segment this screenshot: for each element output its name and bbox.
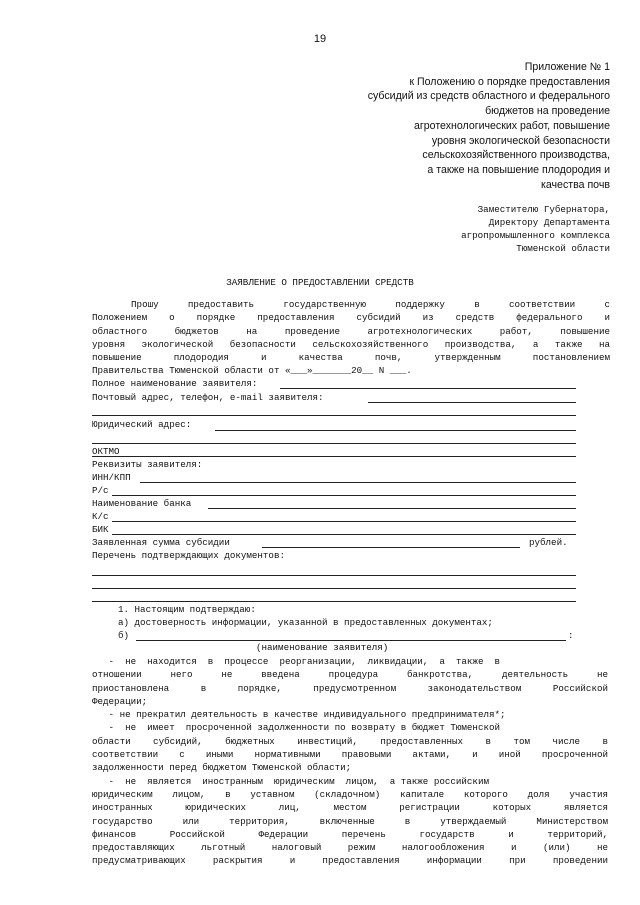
appendix-line: агротехнологических работ, повышение	[414, 119, 610, 132]
addressee-line: Директору Департамента	[488, 217, 610, 229]
conditions-line: - не является иностранным юридическим лицом, а также российским	[92, 775, 489, 787]
corr-label: К/с	[92, 511, 109, 522]
docs-field-line2[interactable]	[92, 588, 576, 589]
conditions-line: государство или территория, включенные в утверждаемый Министерством	[92, 815, 608, 827]
confirm-item-a: а) достоверность информации, указанной в предоставленных документах;	[118, 617, 493, 628]
appendix-line: сельскохозяйственного производства,	[422, 149, 610, 162]
bank-field[interactable]	[208, 508, 576, 509]
requisites-label: Реквизиты заявителя:	[92, 459, 203, 470]
intro-line: уровня экологической безопасности сельскохозяйственного производства, а также на	[92, 338, 610, 350]
postal-row	[92, 392, 576, 405]
conditions-line: - не имеет просроченной задолженности по возврату в бюджет Тюменской	[92, 722, 500, 734]
bank-row	[92, 498, 576, 511]
addressee-line: Тюменской области	[516, 243, 610, 255]
confirm-heading: 1. Настоящим подтверждаю:	[118, 604, 256, 615]
intro-line: Правительства Тюменской области от «___»_______20__ N ___.	[92, 365, 412, 377]
inn-label: ИНН/КПП	[92, 472, 131, 483]
conditions-text	[92, 655, 608, 868]
conditions-line: - не находится в процессе реорганизации, ликвидации, а также в	[92, 656, 500, 667]
confirm-item-b-label: б)	[118, 630, 130, 641]
intro-line: Положением о порядке предоставления субсидий из средств федерального и	[92, 312, 610, 324]
conditions-line: задолженности перед бюджетом Тюменской области;	[92, 762, 352, 774]
document-title: ЗАЯВЛЕНИЕ О ПРЕДОСТАВЛЕНИИ СРЕДСТВ	[226, 277, 414, 288]
corr-field[interactable]	[112, 521, 576, 522]
conditions-line: финансов Российской Федерации перечень государств и территорий,	[92, 828, 608, 840]
appendix-line: к Положению о порядке предоставления	[409, 75, 610, 88]
page-number: 19	[313, 33, 327, 45]
bank-label: Наименование банка	[92, 498, 192, 509]
oktmo-field[interactable]	[92, 456, 576, 457]
bik-field[interactable]	[112, 534, 576, 535]
addressee-line: агропромышленного комплекса	[461, 230, 610, 242]
appendix-header	[310, 60, 610, 192]
oktmo-row	[92, 446, 576, 459]
appendix-line: уровня экологической безопасности	[431, 134, 610, 147]
intro-line: повышение плодородия и качества почв, утвержденным постановлением	[92, 352, 610, 364]
conditions-line: - не прекратил деятельность в качестве индивидуального предпринимателя*;	[92, 709, 506, 721]
applicant-name-field[interactable]	[280, 388, 576, 389]
docs-field-line3[interactable]	[92, 601, 576, 602]
requisites-row	[92, 459, 576, 472]
corr-row	[92, 511, 576, 524]
postal-field[interactable]	[368, 402, 576, 403]
conditions-line: предусматривающих раскрытия и предоставления информации при проведении	[92, 855, 608, 867]
bik-row	[92, 524, 576, 537]
docs-row	[92, 550, 576, 563]
conditions-line: иностранных юридических лиц, местом регистрации которых является	[92, 802, 608, 814]
appendix-line: бюджетов на проведение	[485, 105, 610, 118]
appendix-line: качества почв	[541, 178, 610, 191]
inn-row	[92, 472, 576, 485]
docs-label: Перечень подтверждающих документов:	[92, 550, 285, 561]
legal-address-field-line2[interactable]	[92, 443, 576, 444]
postal-label: Почтовый адрес, телефон, e-mail заявителя:	[92, 392, 324, 403]
applicant-name-label: Полное наименование заявителя:	[92, 378, 258, 389]
account-field[interactable]	[112, 495, 576, 496]
conditions-line: предоставляющих льготный налоговый режим налогообложения и (или) не	[92, 842, 608, 854]
confirm-item-b-colon: :	[568, 630, 574, 641]
applicant-caption: (наименование заявителя)	[256, 642, 389, 653]
appendix-line: субсидий из средств областного и федерального	[367, 90, 610, 103]
account-row	[92, 485, 576, 498]
addressee-block	[310, 203, 610, 255]
conditions-line: области субсидий, бюджетных инвестиций, предоставленных в том числе в	[92, 735, 608, 747]
account-label: Р/с	[92, 485, 109, 496]
conditions-line: приостановлена в порядке, предусмотренном законодательством Российской	[92, 682, 608, 694]
amount-unit: рублей.	[529, 537, 568, 548]
addressee-line: Заместителю Губернатора,	[477, 204, 610, 215]
conditions-line: Федерации;	[92, 695, 148, 707]
docs-field-line1[interactable]	[92, 575, 576, 576]
intro-line: Прошу предоставить государственную поддержку в соответствии с	[92, 299, 610, 310]
conditions-line: соответствии с иными нормативными правовыми актами, и иной просроченной	[92, 749, 608, 761]
intro-paragraph	[92, 298, 610, 378]
applicant-name-row	[92, 378, 576, 391]
intro-line: областного бюджетов на проведение агротехнологических работ, повышение	[92, 325, 610, 337]
postal-field-line2[interactable]	[92, 415, 576, 416]
appendix-line: Приложение № 1	[524, 61, 610, 73]
legal-address-label: Юридический адрес:	[92, 419, 192, 430]
amount-label: Заявленная сумма субсидии	[92, 537, 230, 548]
bik-label: БИК	[92, 524, 109, 535]
inn-field[interactable]	[140, 482, 576, 483]
oktmo-label: ОКТМО	[92, 446, 120, 457]
appendix-line: а также на повышение плодородия и	[427, 163, 610, 176]
amount-field[interactable]	[262, 547, 520, 548]
conditions-line: юридическим лицом, в уставном (складочном) капитале которого доля участия	[92, 788, 608, 800]
amount-row	[92, 537, 612, 550]
applicant-name-input[interactable]	[136, 640, 566, 641]
legal-address-field[interactable]	[215, 430, 576, 431]
conditions-line: отношении него не введена процедура банкротства, деятельность не	[92, 669, 608, 681]
